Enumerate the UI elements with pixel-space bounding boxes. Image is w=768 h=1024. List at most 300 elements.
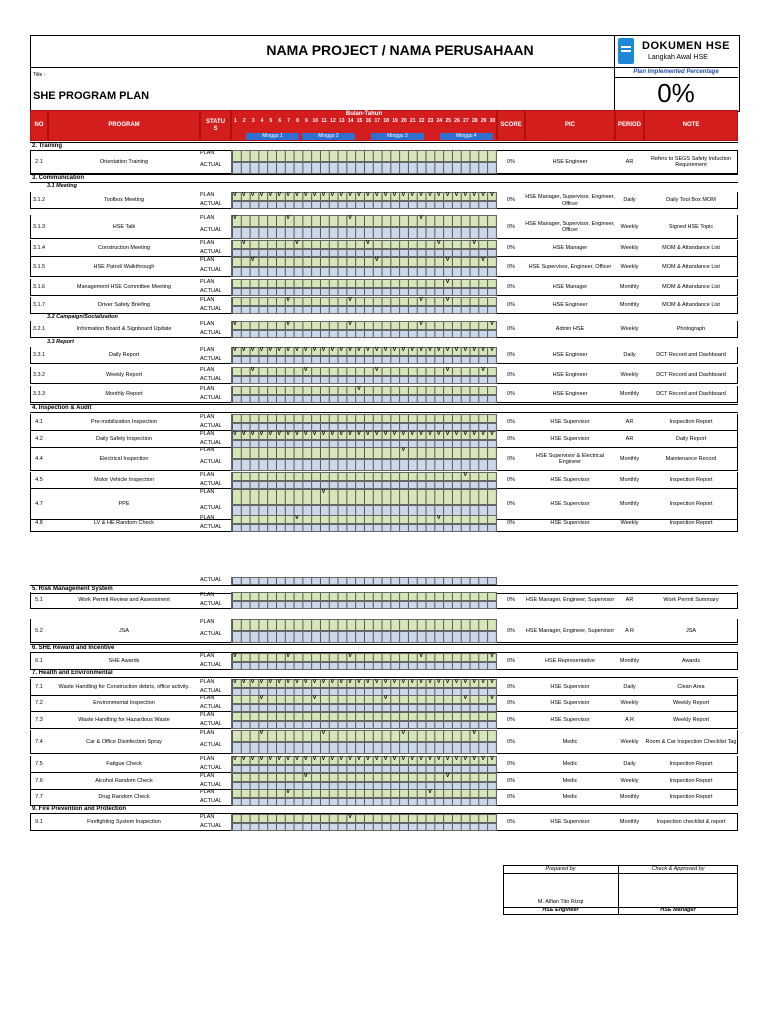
actual-label: ACTUAL xyxy=(200,423,222,429)
plan-label: PLAN xyxy=(200,257,215,263)
plan-grid xyxy=(231,653,497,662)
project-title: NAMA PROJECT / NAMA PERUSAHAAN xyxy=(266,42,534,58)
plan-mark: V xyxy=(410,679,414,685)
plan-mark: V xyxy=(392,679,397,685)
row-period: Daily xyxy=(623,352,636,359)
plan-mark: V xyxy=(330,192,335,198)
row-number: 9.1 xyxy=(35,819,43,826)
row-score: 0% xyxy=(507,372,515,379)
plan-mark: V xyxy=(419,215,423,221)
row-score: 0% xyxy=(507,391,515,398)
plan-mark: V xyxy=(250,679,255,685)
col-period: PERIOD xyxy=(615,110,644,141)
logo-title: DOKUMEN HSE xyxy=(642,40,731,52)
plan-mark: V xyxy=(419,321,423,327)
plan-mark: V xyxy=(383,695,388,701)
plan-grid xyxy=(231,414,497,423)
plan-grid xyxy=(231,712,497,721)
plan-mark: V xyxy=(330,431,335,437)
plan-mark: V xyxy=(268,347,273,353)
plan-mark: V xyxy=(259,431,264,437)
plan-mark: V xyxy=(295,240,299,246)
plan-mark: V xyxy=(392,431,397,437)
row-program: Monthly Report xyxy=(105,391,143,398)
row-program: Drug Random Check xyxy=(98,794,150,801)
plan-mark: V xyxy=(295,515,299,521)
plan-mark: V xyxy=(295,756,299,762)
plan-mark: V xyxy=(472,730,477,736)
plan-label: PLAN xyxy=(200,215,215,221)
row-pic: Medic xyxy=(562,794,578,801)
plan-mark: V xyxy=(277,192,281,198)
row-score: 0% xyxy=(507,245,515,252)
row-pic: HSE Supervisor xyxy=(550,717,590,724)
row-period: Monthly xyxy=(619,477,640,484)
plan-label: PLAN xyxy=(200,653,215,659)
row-number: 3.1.4 xyxy=(32,245,46,252)
plan-mark: V xyxy=(321,679,326,685)
actual-grid xyxy=(231,765,497,773)
row-note: JSA xyxy=(685,627,697,634)
plan-mark: V xyxy=(312,431,317,437)
actual-grid xyxy=(231,267,497,277)
row-number: 3.1.7 xyxy=(32,302,46,309)
plan-mark: V xyxy=(366,240,370,246)
plan-mark: V xyxy=(286,789,290,795)
divider xyxy=(614,67,738,68)
row-pic: HSE Engineer xyxy=(552,391,588,398)
row-number: 4.1 xyxy=(35,419,43,426)
col-program: PROGRAM xyxy=(48,110,200,141)
plan-label: PLAN xyxy=(200,386,215,392)
plan-label: PLAN xyxy=(200,279,215,285)
plan-mark: V xyxy=(490,653,494,659)
plan-mark: V xyxy=(303,756,308,762)
subsection-heading: 3.3 Report xyxy=(47,339,74,345)
plan-mark: V xyxy=(445,279,450,285)
row-pic: HSE Supervisor xyxy=(550,501,590,508)
plan-mark: V xyxy=(463,347,468,353)
actual-label: ACTUAL xyxy=(200,376,222,382)
plan-label: PLAN xyxy=(200,730,215,736)
row-program: HSE Talk xyxy=(112,223,136,230)
plan-mark: V xyxy=(445,257,450,263)
actual-label: ACTUAL xyxy=(200,356,222,362)
row-score: 0% xyxy=(507,326,515,333)
row-period: Daily xyxy=(623,197,636,204)
plan-mark: V xyxy=(250,257,255,263)
plan-mark: V xyxy=(233,321,237,327)
row-number: 7.2 xyxy=(35,700,43,707)
day-number: 23 xyxy=(427,118,434,124)
plan-mark: V xyxy=(366,192,370,198)
plan-mark: V xyxy=(463,679,468,685)
row-number: 7.4 xyxy=(35,738,43,745)
row-number: 4.2 xyxy=(35,436,43,443)
plan-mark: V xyxy=(250,367,255,373)
plan-mark: V xyxy=(339,756,344,762)
row-program: Firefighting System Inspection xyxy=(87,819,161,826)
row-period: Daily xyxy=(623,761,636,768)
row-note: Daily Report xyxy=(675,436,707,443)
plan-label: PLAN xyxy=(200,712,215,718)
plan-mark: V xyxy=(259,695,264,701)
logo-subtitle: Langkah Awal HSE xyxy=(648,54,708,61)
row-note: DCT Record and Dashboard xyxy=(656,352,726,359)
plan-mark: V xyxy=(330,679,335,685)
plan-mark: V xyxy=(481,756,485,762)
row-note: Inspection Report xyxy=(669,761,713,768)
plan-mark: V xyxy=(472,347,477,353)
plan-grid xyxy=(231,321,497,330)
row-program: Construction Meeting xyxy=(98,245,150,252)
row-period: Monthly xyxy=(619,794,640,801)
row-program: Daily Report xyxy=(108,352,140,359)
plan-title: SHE PROGRAM PLAN xyxy=(33,90,150,102)
day-number: 24 xyxy=(436,118,443,124)
plan-mark: V xyxy=(445,431,450,437)
plan-mark: V xyxy=(268,192,273,198)
plan-mark: V xyxy=(428,679,432,685)
row-pic: HSE Engineer xyxy=(552,302,588,309)
actual-label: ACTUAL xyxy=(200,306,222,312)
row-note: MOM & Attandance List xyxy=(662,302,720,309)
actual-grid xyxy=(231,742,497,754)
plan-mark: V xyxy=(419,347,423,353)
row-program: Environmental Inspection xyxy=(93,700,155,707)
plan-mark: V xyxy=(233,653,237,659)
row-note: Daily Tool Box MOM xyxy=(666,197,716,204)
row-pic: HSE Engineer xyxy=(552,352,588,359)
plan-mark: V xyxy=(490,431,494,437)
row-period: Monthly xyxy=(619,302,640,309)
plan-mark: V xyxy=(410,347,414,353)
plan-mark: V xyxy=(321,730,326,736)
plan-mark: V xyxy=(428,789,432,795)
plan-mark: V xyxy=(481,367,485,373)
row-pic: HSE Manager, Supervisor, Engineer, Officer xyxy=(525,194,615,207)
plan-mark: V xyxy=(348,297,352,303)
plan-mark: V xyxy=(383,679,388,685)
actual-grid xyxy=(231,227,497,239)
plan-grid xyxy=(231,619,497,631)
plan-mark: V xyxy=(241,347,246,353)
plan-mark: V xyxy=(490,695,494,701)
plan-mark: V xyxy=(312,679,317,685)
row-note: DCT Record and Dashboard xyxy=(656,391,726,398)
plan-mark: V xyxy=(401,192,406,198)
plan-mark: V xyxy=(233,431,237,437)
plan-mark: V xyxy=(303,367,308,373)
row-note: Signed HSE Topic xyxy=(668,223,714,230)
plan-mark: V xyxy=(348,321,352,327)
row-note: MOM & Attandance List xyxy=(662,245,720,252)
row-program: Alcohol Random Check xyxy=(95,778,153,785)
plan-mark: V xyxy=(436,679,441,685)
row-score: 0% xyxy=(507,700,515,707)
day-number: 14 xyxy=(347,118,354,124)
plan-mark: V xyxy=(286,297,290,303)
row-pic: HSE Supervisor xyxy=(550,520,590,527)
plan-label: PLAN xyxy=(200,150,215,156)
plan-mark: V xyxy=(312,695,317,701)
actual-grid xyxy=(231,288,497,296)
row-number: 4.8 xyxy=(35,520,43,527)
plan-mark: V xyxy=(401,347,406,353)
day-number: 16 xyxy=(365,118,372,124)
day-number: 11 xyxy=(321,118,327,124)
section-heading: 4. Inspection & Audit xyxy=(30,404,738,413)
row-pic: HSE Supervisor xyxy=(550,477,590,484)
day-number: 9 xyxy=(304,118,308,124)
plan-mark: V xyxy=(410,431,414,437)
row-score: 0% xyxy=(507,501,515,508)
day-number: 7 xyxy=(287,118,290,124)
row-score: 0% xyxy=(507,597,515,604)
row-note: Photograph xyxy=(676,326,706,333)
actual-label: ACTUAL xyxy=(200,227,222,233)
actual-label: ACTUAL xyxy=(200,249,222,255)
plan-label: PLAN xyxy=(200,592,215,598)
plan-mark: V xyxy=(392,347,397,353)
row-period: A R xyxy=(625,717,634,724)
plan-label: PLAN xyxy=(200,447,215,453)
plan-mark: V xyxy=(241,192,246,198)
row-number: 5.2 xyxy=(35,627,43,634)
row-period: Weekly xyxy=(620,372,639,379)
col-no: NO xyxy=(30,110,48,141)
row-note: MOM & Attandance List xyxy=(662,284,720,291)
row-score: 0% xyxy=(507,761,515,768)
row-note: Refers to SEGS Safety Induction Requirement xyxy=(650,155,732,168)
plan-mark: V xyxy=(374,756,379,762)
row-number: 7.5 xyxy=(35,761,43,768)
day-number: 3 xyxy=(251,118,255,124)
row-program: Weekly Report xyxy=(106,372,142,379)
plan-label: PLAN xyxy=(200,756,215,762)
actual-label: ACTUAL xyxy=(200,721,222,727)
plan-mark: V xyxy=(348,215,352,221)
plan-mark: V xyxy=(401,431,406,437)
plan-mark: V xyxy=(366,431,370,437)
row-note: Inspection Report xyxy=(669,419,713,426)
row-program: Motor Vehicle Inspection xyxy=(94,477,154,484)
week-label: Minggu 3 xyxy=(371,133,424,140)
row-score: 0% xyxy=(507,455,515,462)
row-period: Monthly xyxy=(619,455,640,462)
plan-mark: V xyxy=(339,192,344,198)
row-note: Inspection Report xyxy=(669,520,713,527)
plan-mark: V xyxy=(268,431,273,437)
actual-label: ACTUAL xyxy=(200,395,222,401)
actual-grid xyxy=(231,306,497,314)
section-heading: 6. SHE Reward and Incentive xyxy=(30,644,738,653)
prepared-by-label: Prepared by xyxy=(545,866,576,872)
section-heading: 2. Training xyxy=(30,142,738,151)
plan-grid xyxy=(231,447,497,459)
row-program: Toolbox Meeting xyxy=(103,197,145,204)
day-number: 4 xyxy=(260,118,264,124)
row-period: Monthly xyxy=(619,658,640,665)
plan-mark: V xyxy=(259,756,264,762)
actual-grid xyxy=(231,631,497,643)
day-number: 6 xyxy=(278,118,282,124)
row-number: 3.1.3 xyxy=(32,223,46,230)
plan-label: PLAN xyxy=(200,347,215,353)
row-pic: HSE Manager, Engineer, Supervisor xyxy=(525,627,615,634)
plan-label: PLAN xyxy=(200,472,215,478)
day-number: 29 xyxy=(480,118,487,124)
plan-mark: V xyxy=(472,192,477,198)
plan-label: PLAN xyxy=(200,431,215,437)
row-pic: HSE Supervisor & Electrical Engineer xyxy=(535,452,605,465)
plan-label: PLAN xyxy=(200,814,215,820)
row-program: Work Permit Review and Assessment xyxy=(78,597,170,604)
row-score: 0% xyxy=(507,738,515,745)
plan-mark: V xyxy=(259,347,264,353)
plan-label: PLAN xyxy=(200,321,215,327)
plan-mark: V xyxy=(419,679,423,685)
week-label: Minggu 1 xyxy=(246,133,299,140)
plan-mark: V xyxy=(428,347,432,353)
row-program: JSA xyxy=(118,627,130,634)
plan-mark: V xyxy=(330,756,335,762)
plan-mark: V xyxy=(436,347,441,353)
plan-mark: V xyxy=(295,431,299,437)
plan-label: PLAN xyxy=(200,515,215,521)
row-note: MOM & Attandance List xyxy=(662,263,720,270)
plan-mark: V xyxy=(250,756,255,762)
plan-mark: V xyxy=(374,367,379,373)
actual-grid xyxy=(231,721,497,729)
plan-grid xyxy=(231,730,497,742)
plan-mark: V xyxy=(295,347,299,353)
plan-mark: V xyxy=(401,679,406,685)
plan-mark: V xyxy=(295,679,299,685)
plan-grid xyxy=(231,367,497,376)
day-number: 5 xyxy=(269,118,273,124)
day-number: 2 xyxy=(242,118,246,124)
plan-mark: V xyxy=(312,756,317,762)
actual-grid xyxy=(231,481,497,489)
row-period: Weekly xyxy=(620,263,639,270)
plan-percentage-value: 0% xyxy=(657,78,695,108)
plan-mark: V xyxy=(348,814,352,820)
plan-mark: V xyxy=(374,679,379,685)
plan-mark: V xyxy=(286,215,290,221)
row-pic: Medic xyxy=(562,738,578,745)
plan-mark: V xyxy=(286,431,290,437)
row-period: AR xyxy=(625,436,634,443)
row-number: 3.1.2 xyxy=(32,197,46,204)
plan-mark: V xyxy=(303,679,308,685)
row-pic: HSE Representative xyxy=(545,658,595,665)
actual-label: ACTUAL xyxy=(200,481,222,487)
plan-mark: V xyxy=(268,679,273,685)
row-program: Daily Safety Inspection xyxy=(96,436,152,443)
plan-mark: V xyxy=(250,192,255,198)
plan-mark: V xyxy=(419,756,423,762)
plan-mark: V xyxy=(268,756,273,762)
plan-mark: V xyxy=(454,431,459,437)
plan-mark: V xyxy=(445,192,450,198)
day-number: 25 xyxy=(445,118,451,124)
plan-mark: V xyxy=(312,347,317,353)
row-period: A R xyxy=(625,627,634,634)
plan-mark: V xyxy=(339,347,344,353)
plan-mark: V xyxy=(401,730,406,736)
plan-mark: V xyxy=(348,679,352,685)
actual-label: ACTUAL xyxy=(200,459,222,465)
col-status: STATU S xyxy=(200,110,231,141)
plan-mark: V xyxy=(392,756,397,762)
section-heading: 5. Risk Management System xyxy=(30,585,738,594)
row-number: 4.4 xyxy=(35,455,43,462)
plan-mark: V xyxy=(312,192,317,198)
plan-grid xyxy=(231,297,497,306)
plan-mark: V xyxy=(436,431,441,437)
row-note: Inspection Report xyxy=(669,794,713,801)
plan-grid xyxy=(231,773,497,782)
plan-label: PLAN xyxy=(200,192,215,198)
actual-label: ACTUAL xyxy=(200,631,222,637)
plan-mark: V xyxy=(348,756,352,762)
row-number: 3.3.1 xyxy=(32,352,46,359)
plan-mark: V xyxy=(303,192,308,198)
row-number: 7.7 xyxy=(35,794,43,801)
actual-label: ACTUAL xyxy=(200,782,222,788)
approved-by-label: Check & Approved by xyxy=(651,866,705,872)
plan-mark: V xyxy=(321,489,326,495)
title-label: Title : xyxy=(33,72,46,78)
row-program: Orientation Training xyxy=(100,158,148,165)
plan-grid xyxy=(231,789,497,798)
plan-grid xyxy=(231,279,497,288)
row-pic: HSE Supervisor xyxy=(550,419,590,426)
week-label: Minggu 2 xyxy=(302,133,355,140)
actual-grid xyxy=(231,162,497,174)
actual-label: ACTUAL xyxy=(200,662,222,668)
plan-mark: V xyxy=(445,679,450,685)
actual-grid xyxy=(231,423,497,431)
actual-grid xyxy=(231,601,497,609)
plan-label: PLAN xyxy=(200,240,215,246)
plan-mark: V xyxy=(286,653,290,659)
row-score: 0% xyxy=(507,520,515,527)
plan-mark: V xyxy=(277,431,281,437)
plan-label: PLAN xyxy=(200,489,215,495)
section-heading: 9. Fire Prevention and Protection xyxy=(30,805,738,814)
row-note: Weekly Report xyxy=(673,700,709,707)
actual-label: ACTUAL xyxy=(200,798,222,804)
row-period: Weekly xyxy=(620,700,639,707)
row-number: 2.1 xyxy=(35,158,43,165)
actual-grid xyxy=(231,249,497,257)
row-period: Weekly xyxy=(620,326,639,333)
plan-mark: V xyxy=(419,297,423,303)
plan-mark: V xyxy=(383,192,388,198)
row-score: 0% xyxy=(507,284,515,291)
row-program: Waste Handling for Hazardous Waste xyxy=(78,717,170,724)
plan-grid xyxy=(231,814,497,823)
plan-mark: V xyxy=(295,192,299,198)
actual-label: ACTUAL xyxy=(200,577,222,583)
row-score: 0% xyxy=(507,436,515,443)
plan-grid xyxy=(231,257,497,267)
plan-mark: V xyxy=(481,257,485,263)
plan-grid xyxy=(231,386,497,395)
actual-label: ACTUAL xyxy=(200,601,222,607)
